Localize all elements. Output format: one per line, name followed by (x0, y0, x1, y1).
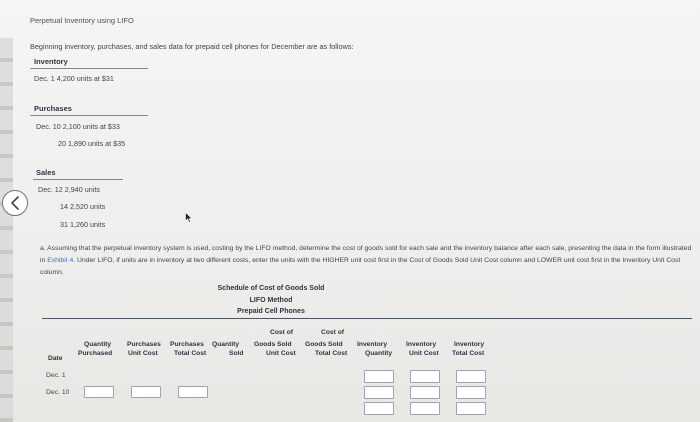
chevron-left-icon (9, 196, 21, 210)
header-goods-sold: Goods Sold (254, 341, 292, 348)
header-purchases: Purchases (170, 341, 204, 348)
header-total-cost: Total Cost (452, 350, 485, 357)
inventory-row: Dec. 1 4,200 units at $31 (34, 74, 114, 83)
schedule-product: Prepaid Cell Phones (237, 308, 305, 315)
inventory-total-cost-input[interactable] (456, 370, 486, 383)
sales-row: 31 1,260 units (60, 220, 106, 229)
header-purchases: Purchases (127, 341, 161, 348)
header-goods-sold: Goods Sold (305, 341, 343, 348)
inventory-unit-cost-input[interactable] (410, 370, 440, 383)
schedule-title: Schedule of Cost of Goods Sold (217, 285, 325, 292)
header-inventory: Inventory (406, 341, 437, 348)
header-quantity: Quantity (212, 341, 240, 348)
header-unit-cost: Unit Cost (266, 350, 296, 357)
sales-underline (33, 179, 123, 180)
page-title: Perpetual Inventory using LIFO (30, 16, 134, 25)
sales-heading: Sales (36, 168, 56, 177)
header-sold: Sold (229, 350, 244, 357)
inventory-total-cost-input[interactable] (456, 386, 486, 399)
schedule-divider (42, 318, 692, 319)
header-quantity: Quantity (84, 341, 112, 348)
header-unit-cost: Unit Cost (128, 350, 158, 357)
sidebar-edge (0, 38, 13, 422)
header-total-cost: Total Cost (315, 350, 348, 357)
header-purchased: Purchased (78, 350, 113, 357)
exhibit-link[interactable]: Exhibit 4 (47, 257, 74, 264)
instructions-text (40, 243, 692, 279)
inventory-underline (30, 68, 148, 69)
header-quantity: Quantity (365, 350, 393, 357)
mouse-pointer-icon (185, 212, 193, 223)
instructions-part-b: . Under LIFO, if units are in inventory at two different costs, enter the units with the HIGHER unit cost first in the Cost of Goods Sold Unit Cost column and LOWER unit cost first in the Inventory Unit Cost column. (40, 257, 681, 276)
header-inventory: Inventory (454, 341, 485, 348)
header-cost-of: Cost of (270, 329, 294, 336)
header-date: Date (48, 355, 63, 362)
inventory-unit-cost-input[interactable] (410, 386, 440, 399)
intro-text: Beginning inventory, purchases, and sales data for prepaid cell phones for December are as follows: (30, 42, 354, 51)
inventory-heading: Inventory (34, 57, 68, 66)
header-unit-cost: Unit Cost (409, 350, 439, 357)
inventory-quantity-input[interactable] (364, 386, 394, 399)
row-date: Dec. 10 (46, 389, 70, 396)
sales-row: Dec. 12 2,940 units (38, 185, 100, 194)
row-date: Dec. 1 (46, 372, 66, 379)
inventory-quantity-input[interactable] (364, 402, 394, 415)
quantity-purchased-input[interactable] (84, 386, 114, 398)
header-total-cost: Total Cost (174, 350, 207, 357)
header-cost-of: Cost of (321, 329, 345, 336)
inventory-quantity-input[interactable] (364, 370, 394, 383)
inventory-total-cost-input[interactable] (456, 402, 486, 415)
inventory-unit-cost-input[interactable] (410, 402, 440, 415)
purchases-underline (30, 115, 148, 116)
purchases-total-cost-input[interactable] (178, 386, 208, 398)
schedule-method: LIFO Method (249, 297, 293, 304)
purchases-row: 20 1,890 units at $35 (58, 139, 126, 148)
header-inventory: Inventory (357, 341, 388, 348)
purchases-unit-cost-input[interactable] (131, 386, 161, 398)
sales-row: 14 2,520 units (60, 202, 106, 211)
purchases-heading: Purchases (34, 104, 72, 113)
purchases-row: Dec. 10 2,100 units at $33 (36, 122, 120, 131)
instructions-part-a: a. Assuming that the perpetual inventory system is used, costing by the LIFO method, determine the cost of goods sold for each sale and the inventory balance after each sale, presenting the data in the form illustrated in (40, 245, 692, 264)
back-button[interactable] (2, 190, 28, 216)
